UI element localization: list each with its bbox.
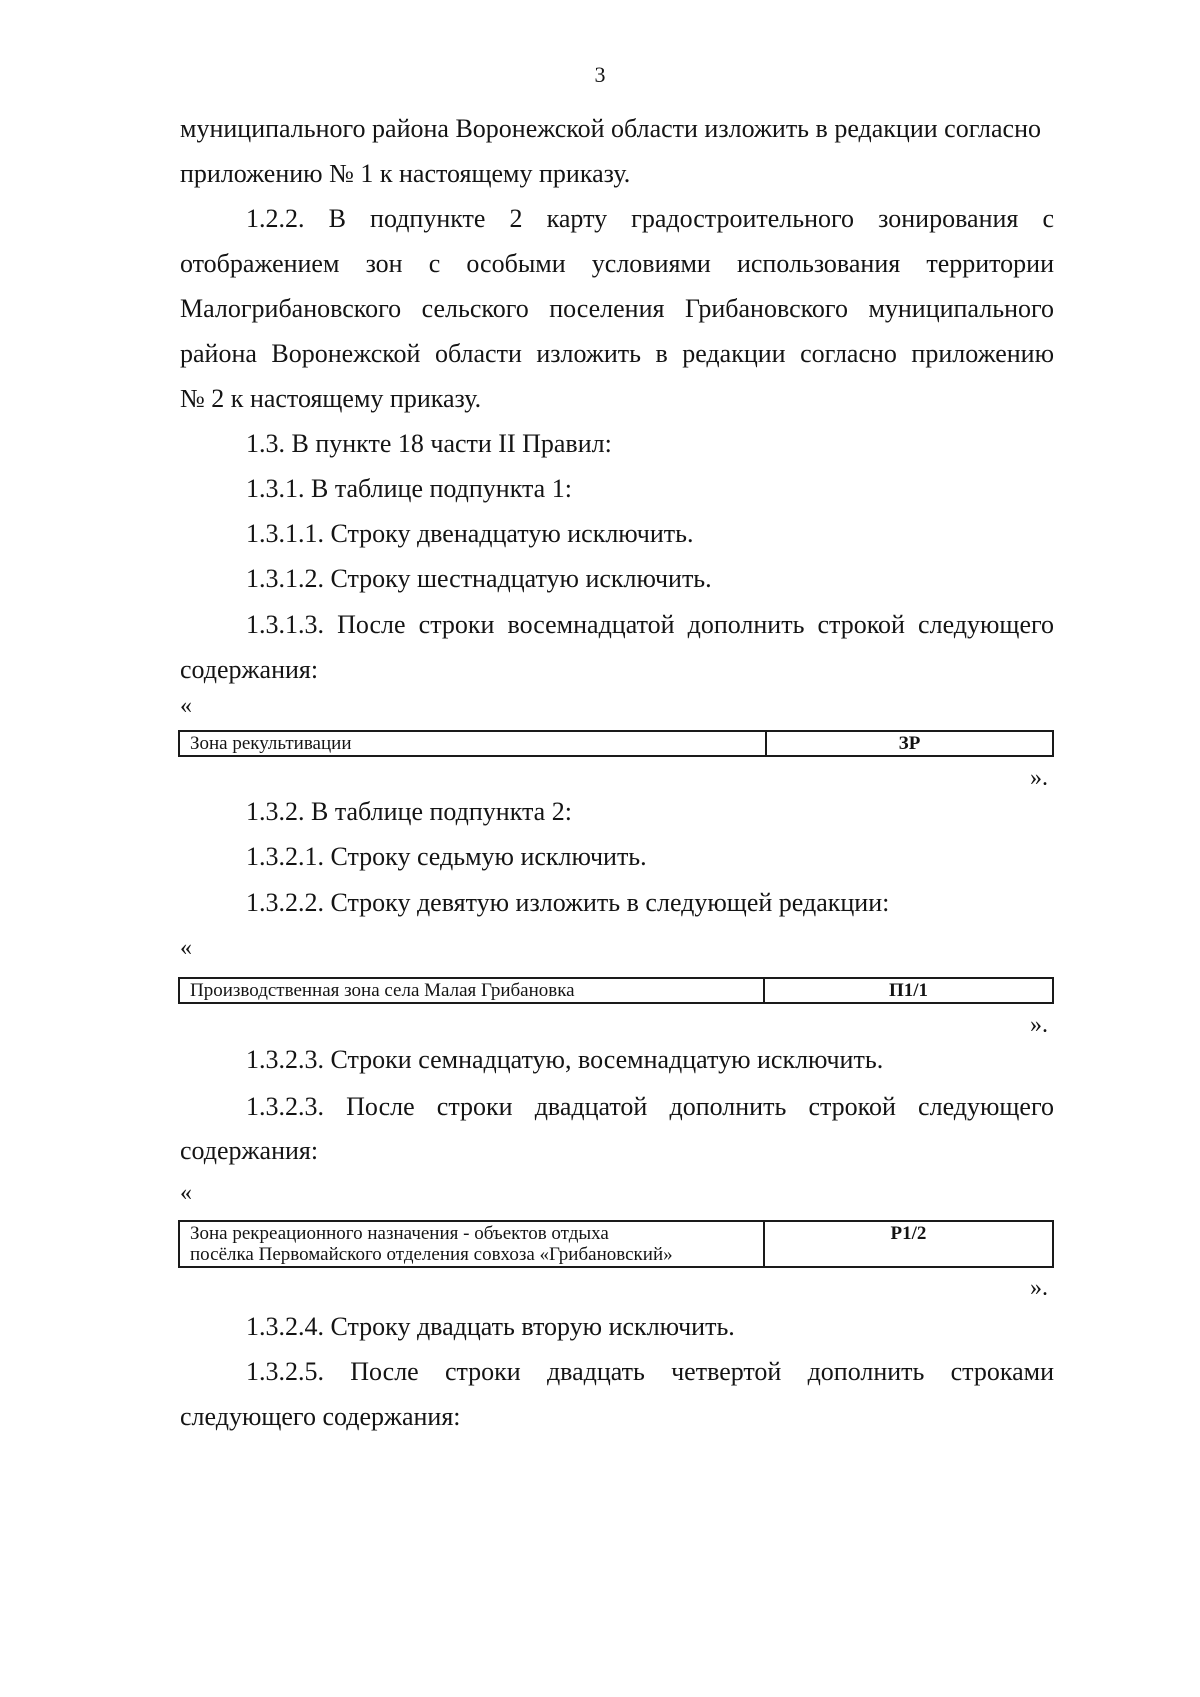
page-number: 3 (594, 62, 606, 87)
paragraph-line: Малогрибановского сельского поселения Грибановского муниципального (180, 294, 1054, 323)
closing-quote: ». (1030, 1275, 1048, 1301)
zone-name-cell: Производственная зона села Малая Грибановка (179, 978, 764, 1003)
paragraph-line: 1.3.1.2. Строку шестнадцатую исключить. (246, 564, 712, 593)
paragraph-line: 1.3.2.5. После строки двадцать четвертой дополнить строками (246, 1357, 1054, 1386)
table-row (179, 731, 1053, 756)
opening-quote: « (180, 935, 192, 961)
closing-quote: ». (1030, 765, 1048, 791)
paragraph-line: приложению № 1 к настоящему приказу. (180, 159, 631, 188)
paragraph-line: района Воронежской области изложить в редакции согласно приложению (180, 339, 1054, 368)
paragraph-line: 1.3.2.2. Строку девятую изложить в следующей редакции: (246, 888, 890, 917)
paragraph-line: отображением зон с особыми условиями использования территории (180, 249, 1054, 278)
opening-quote: « (180, 693, 192, 719)
paragraph-line: 1.3.2. В таблице подпункта 2: (246, 797, 572, 826)
closing-quote: ». (1030, 1012, 1048, 1038)
zone-code-cell: П1/1 (764, 978, 1053, 1003)
paragraph-line: 1.3. В пункте 18 части II Правил: (246, 429, 612, 458)
paragraph-line: содержания: (180, 1136, 319, 1165)
paragraph-line: содержания: (180, 655, 319, 684)
zone-name-line: Зона рекреационного назначения - объектов отдыха (190, 1223, 609, 1244)
zone-table-3 (178, 1220, 1054, 1268)
opening-quote: « (180, 1180, 192, 1206)
paragraph-line: 1.3.2.3. Строки семнадцатую, восемнадцатую исключить. (246, 1045, 884, 1074)
zone-table-2 (178, 977, 1054, 1004)
zone-name-line: посёлка Первомайского отделения совхоза «Грибановский» (190, 1244, 673, 1265)
table-row (179, 1221, 1053, 1267)
paragraph-line: № 2 к настоящему приказу. (180, 384, 482, 413)
paragraph-line: 1.3.2.4. Строку двадцать вторую исключить. (246, 1312, 735, 1341)
paragraph-line: 1.3.2.3. После строки двадцатой дополнить строкой следующего (246, 1092, 1054, 1121)
paragraph-line: 1.2.2. В подпункте 2 карту градостроительного зонирования с (246, 204, 1054, 233)
zone-code-cell: Р1/2 (764, 1221, 1053, 1267)
paragraph-line: следующего содержания: (180, 1402, 461, 1431)
table-row (179, 978, 1053, 1003)
zone-name-cell (179, 1221, 764, 1267)
paragraph-line: 1.3.1.1. Строку двенадцатую исключить. (246, 519, 694, 548)
zone-name-cell: Зона рекультивации (179, 731, 766, 756)
paragraph-line: 1.3.1.3. После строки восемнадцатой дополнить строкой следующего (246, 610, 1054, 639)
paragraph-line: 1.3.1. В таблице подпункта 1: (246, 474, 572, 503)
zone-code-cell: ЗР (766, 731, 1053, 756)
zone-table-1 (178, 730, 1054, 757)
paragraph-line: 1.3.2.1. Строку седьмую исключить. (246, 842, 647, 871)
paragraph-line: муниципального района Воронежской области изложить в редакции согласно (180, 114, 1042, 143)
